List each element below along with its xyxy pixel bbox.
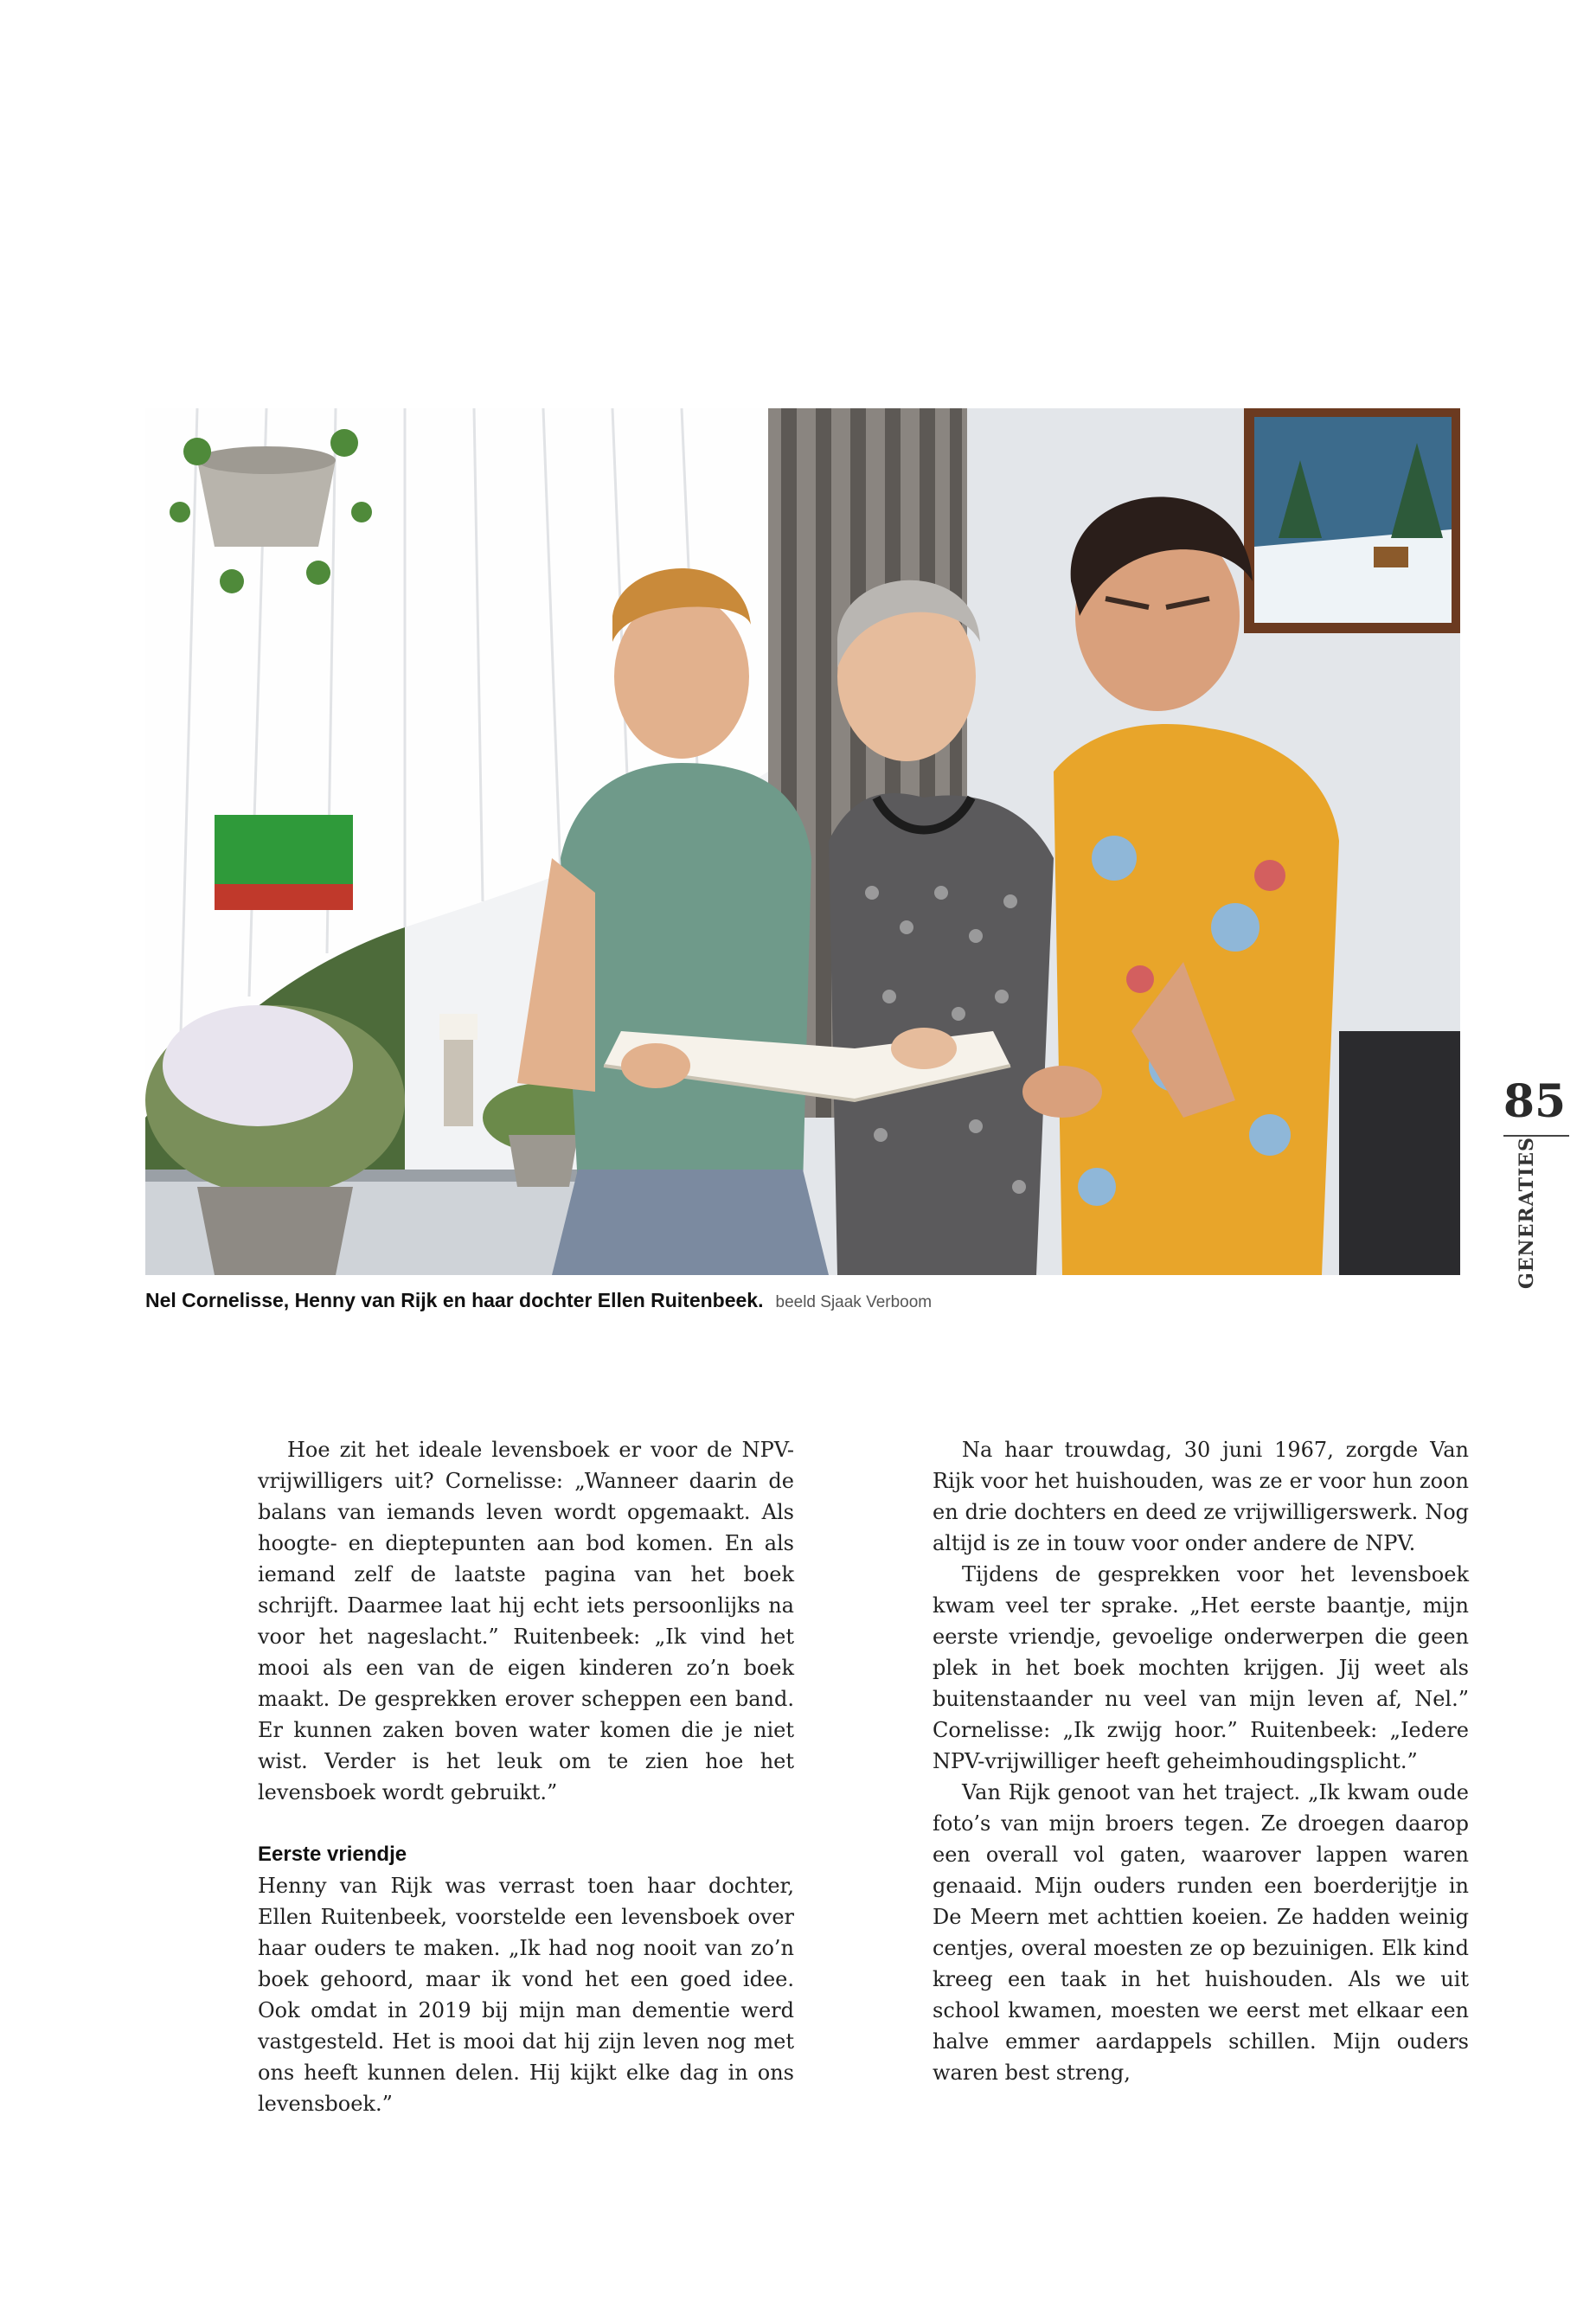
article-photo (145, 408, 1460, 1275)
section-label: GENERATIES (1516, 1137, 1538, 1289)
subheading: Eerste vriendje (258, 1843, 407, 1866)
paragraph: Hoe zit het ideale levensboek er voor de NPV-vrijwilligers uit? Cornelisse: „Wanneer daarin de balans van iemands leven wordt opgemaakt. Als hoogte- en dieptepunten aan bod komen. En als iemand zelf de laatste pagina van het boek schrijft. Daarmee laat hij echt iets persoonlijks na voor het nageslacht.” Ruitenbeek: „Ik vind het mooi als een van de eigen kinderen zo’n boek maakt. De gesprekken erover scheppen een band. Er kunnen zaken boven water komen die je niet wist. Verder is het leuk om te zien hoe het levensboek wordt gebruikt.” (258, 1438, 794, 1804)
article-column-right (933, 1434, 1469, 2088)
page-number: 85 (1503, 1075, 1567, 1128)
paragraph: Henny van Rijk was verrast toen haar dochter, Ellen Ruitenbeek, voorstelde een levensboek over haar ouders te maken. „Ik had nog nooit van zo’n boek gehoord, maar ik vond het een goed idee. Ook omdat in 2019 bij mijn man dementie werd vastgesteld. Het is mooi dat hij zijn leven nog met ons heeft kunnen delen. Hij kijkt elke dag in ons levensboek.” (258, 1874, 794, 2116)
paragraph: Van Rijk genoot van het traject. „Ik kwam oude foto’s van mijn broers tegen. Ze droegen daarop een overall vol gaten, waarover lappen waren genaaid. Mijn ouders runden een boerderijtje in De Meern met achttien koeien. Ze hadden weinig centjes, overal moesten ze op bezuinigen. Elk kind kreeg een taak in het huishouden. Als we uit school kwamen, moesten we eerst met elkaar een halve emmer aardappels schillen. Mijn ouders waren best streng, (933, 1780, 1469, 2085)
paragraph: Tijdens de gesprekken voor het levensboek kwam veel ter sprake. „Het eerste baantje, mijn eerste vriendje, gevoelige onderwerpen die geen plek in het boek mochten krijgen. Jij weet als buitenstaander nu veel van mijn leven af, Nel.” Cornelisse: „Ik zwijg hoor.” Ruitenbeek: „Iedere NPV-vrijwilliger heeft geheimhoudingsplicht.” (933, 1562, 1469, 1773)
paragraph: Na haar trouwdag, 30 juni 1967, zorgde Van Rijk voor het huishouden, was ze er voor hun zoon en drie dochters en deed ze vrijwilligerswerk. Nog altijd is ze in touw voor onder andere de NPV. (933, 1438, 1469, 1555)
photo-caption (145, 1287, 1460, 1316)
photo-credit: beeld Sjaak Verboom (775, 1293, 933, 1311)
photo-image (145, 408, 1460, 1275)
caption-text: Nel Cornelisse, Henny van Rijk en haar dochter Ellen Ruitenbeek. (145, 1289, 764, 1311)
article-column-left (258, 1434, 794, 2119)
